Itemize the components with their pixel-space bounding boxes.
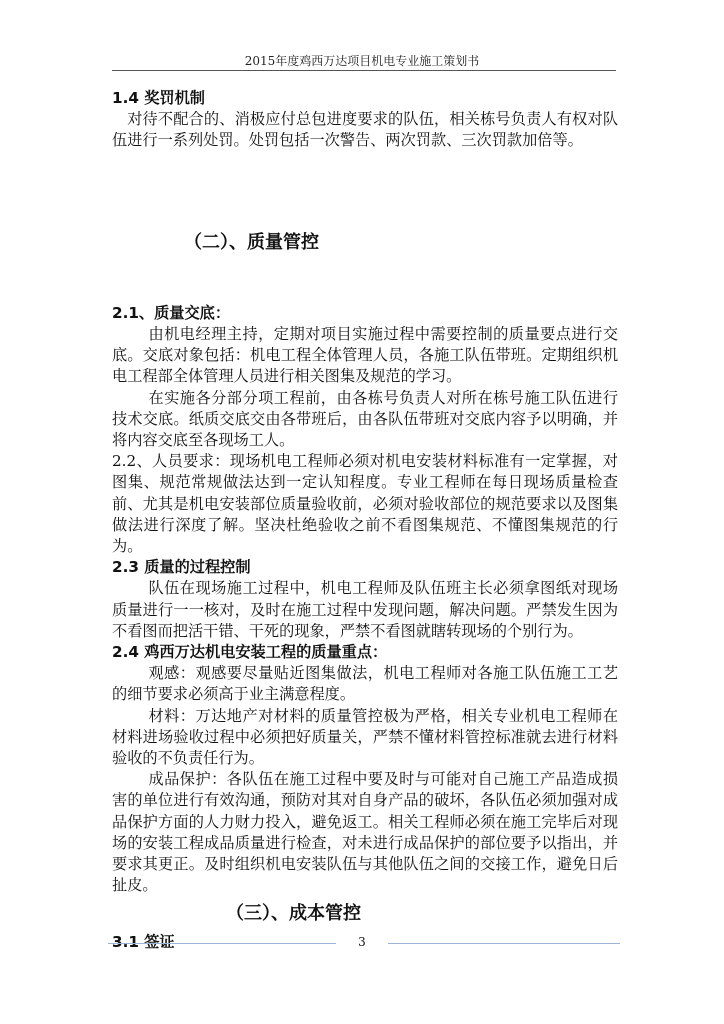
footer-divider-right xyxy=(388,943,620,944)
para-2-3: 队伍在现场施工过程中，机电工程师及队伍班主长必须拿图纸对现场质量进行一一核对，及时在施工过程中发现问题，解决问题。严禁发生因为不看图而把活干错、干死的现象，严禁不看图就瞎转现场的个别行为。 xyxy=(112,579,618,640)
page-footer xyxy=(0,935,724,951)
para-2-4-c: 成品保护：各队伍在施工过程中要及时与可能对自己施工产品造成损害的单位进行有效沟通，预防对其对自身产品的破坏，各队伍必须加强对成品保护方面的人力财力投入，避免返工。相关工程师必须在施工完毕后对现场的安装工程成品质量进行检查，对未进行成品保护的部位要予以指出，并要求其更正。及时组织机电安装队伍与其他队伍之间的交接工作，避免日后扯皮。 xyxy=(112,770,618,895)
page-body xyxy=(112,88,618,953)
para-2-1-b: 在实施各分部分项工程前，由各栋号负责人对所在栋号施工队伍进行技术交底。纸质交底交由各带班后，由各队伍带班对交底内容予以明确，并将内容交底至各现场工人。 xyxy=(112,388,618,450)
footer-divider-left xyxy=(108,943,336,944)
section-title-cost: （三）、成本管控 xyxy=(226,902,361,924)
para-2-4-a: 观感：观感要尽量贴近图集做法，机电工程师对各施工队伍施工工艺的细节要求必须高于业主满意程度。 xyxy=(112,664,618,704)
heading-2-4: 2.4 鸡西万达机电安装工程的质量重点： xyxy=(112,643,388,662)
para-2-2: 2.2、人员要求：现场机电工程师必须对机电安装材料标准有一定掌握，对图集、规范常规做法达到一定认知程度。专业工程师在每日现场质量检查前、尤其是机电安装部位质量验收前，必须对验收部位的规范要求以及图集做法进行深度了解。坚决杜绝验收之前不看图集规范、不懂图集规范的行为。 xyxy=(112,452,618,556)
para-2-4-b: 材料：万达地产对材料的质量管控极为严格，相关专业机电工程师在材料进场验收过程中必须把好质量关，严禁不懂材料管控标准就去进行材料验收的不负责任行为。 xyxy=(112,706,618,768)
page-number: 3 xyxy=(358,935,366,949)
para-1-4: 对待不配合的、消极应付总包进度要求的队伍，相关栋号负责人有权对队伍进行一系列处罚。处罚包括一次警告、两次罚款、三次罚款加倍等。 xyxy=(112,110,618,150)
heading-2-3: 2.3 质量的过程控制 xyxy=(112,558,251,577)
heading-1-4: 1.4 奖罚机制 xyxy=(112,89,205,107)
page-header: 2015年度鸡西万达项目机电专业施工策划书 xyxy=(244,54,480,68)
section-title-quality: （二）、质量管控 xyxy=(184,231,319,253)
para-2-1-a: 由机电经理主持，定期对项目实施过程中需要控制的质量要点进行交底。交底对象包括：机电工程全体管理人员，各施工队伍带班。定期组织机电工程部全体管理人员进行相关图集及规范的学习。 xyxy=(112,325,618,386)
heading-3-1: 3.1 签证 xyxy=(112,932,175,951)
header-divider xyxy=(112,70,616,71)
heading-2-1: 2.1、质量交底： xyxy=(112,303,231,322)
